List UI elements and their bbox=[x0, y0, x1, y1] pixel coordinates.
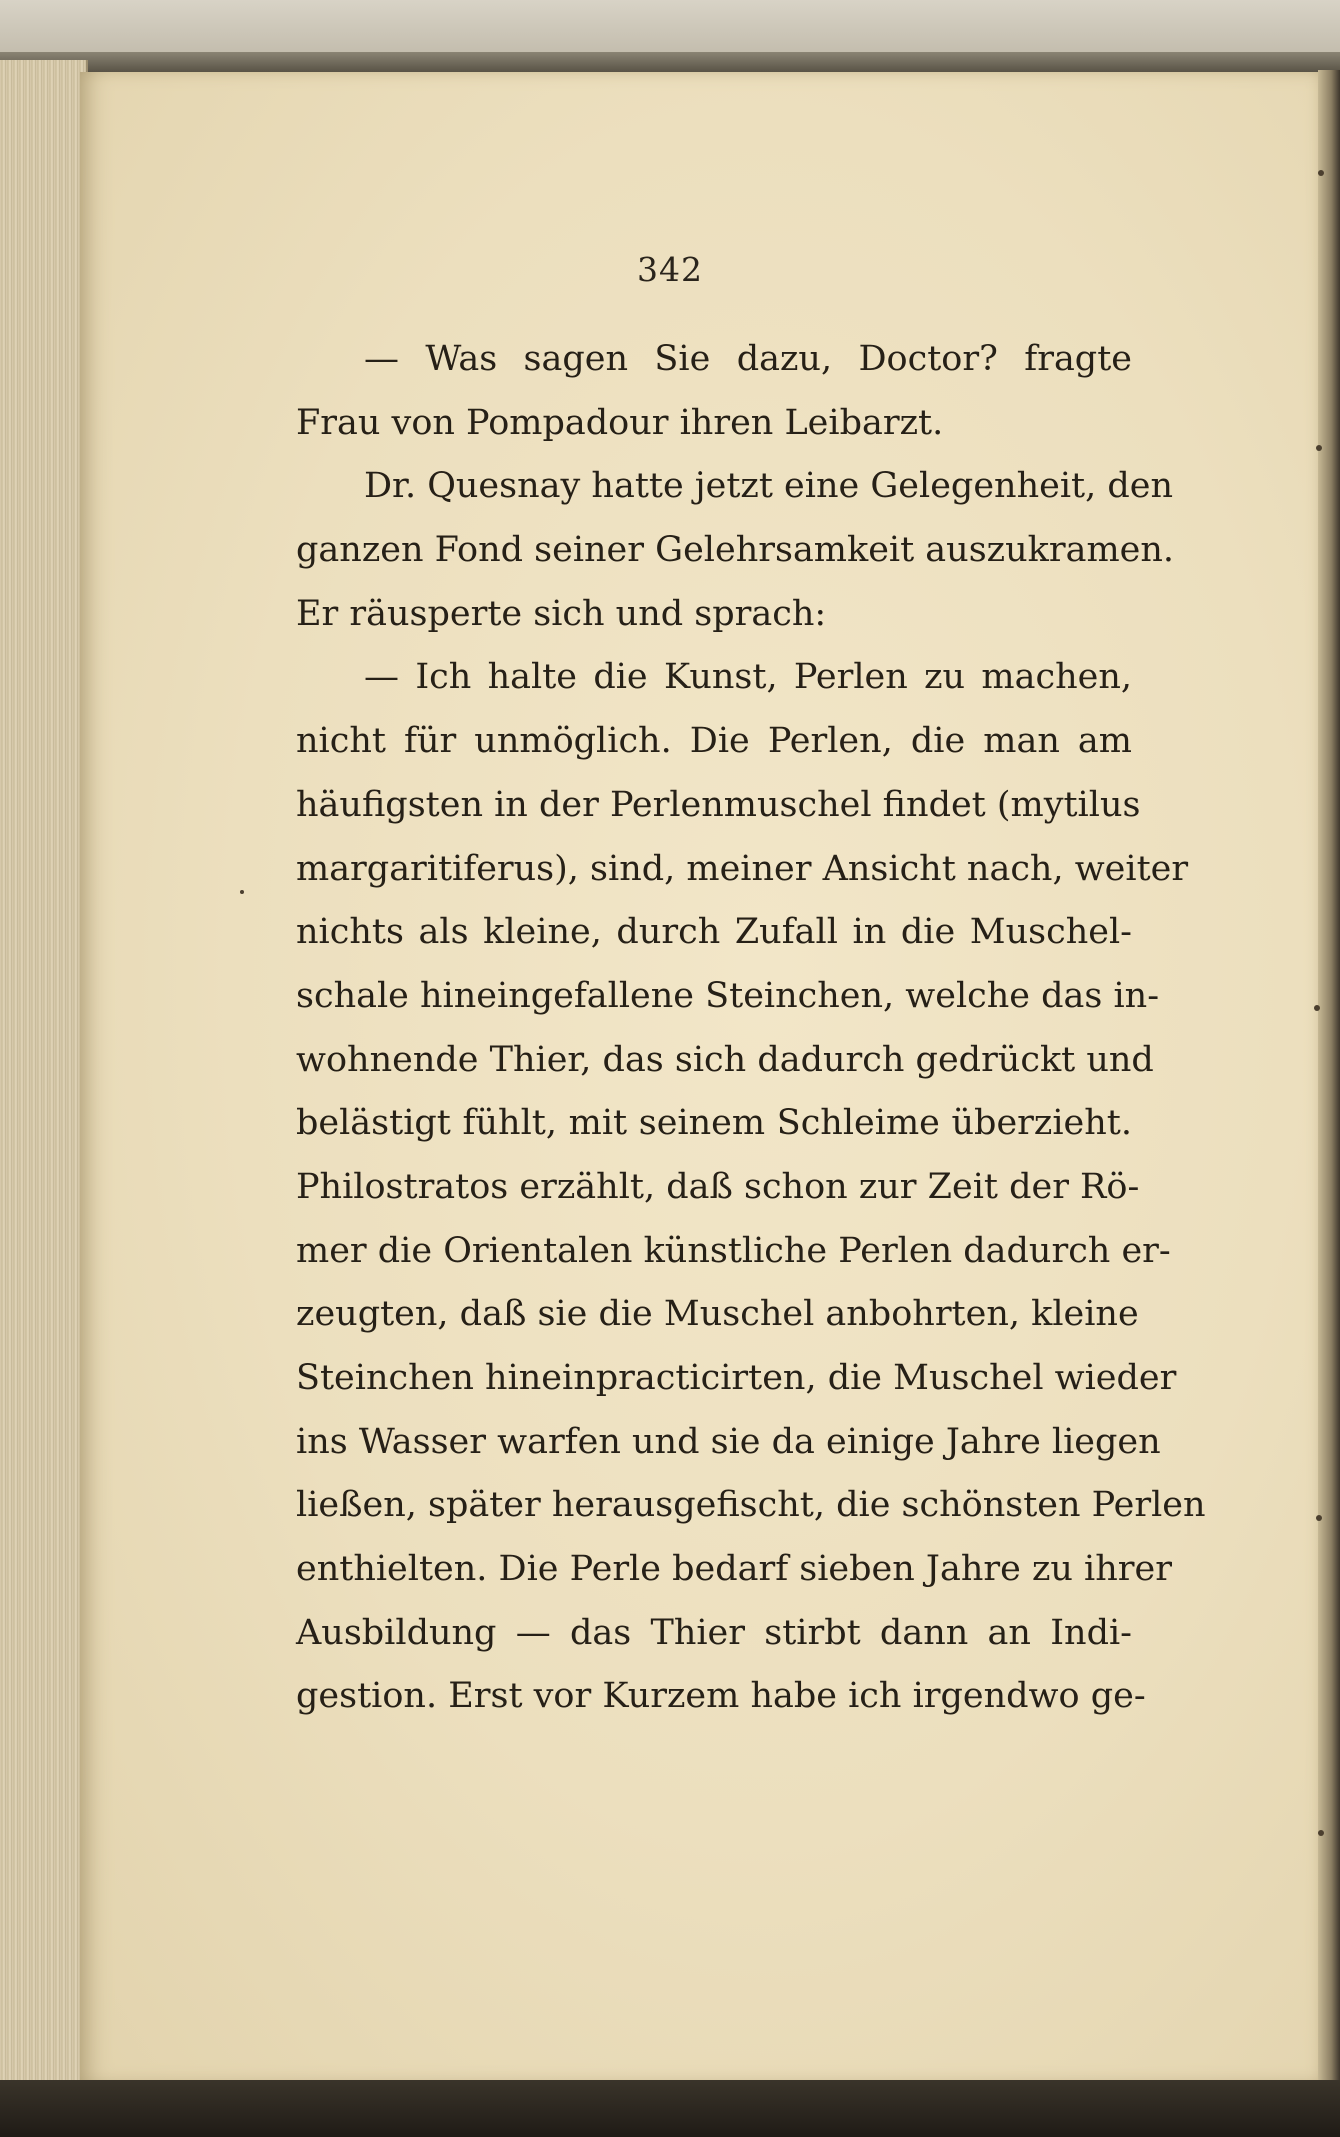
text-line: margaritiferus), sind, meiner Ansicht nach, weiter bbox=[296, 848, 1189, 889]
text-line: enthielten. Die Perle bedarf sieben Jahre zu ihrer bbox=[296, 1549, 1172, 1590]
page-number: 342 bbox=[637, 250, 703, 289]
text-line: nicht für unmöglich. Die Perlen, die man am bbox=[296, 721, 1132, 762]
text-line: nichts als kleine, durch Zufall in die Muschel- bbox=[296, 912, 1132, 953]
text-line: Steinchen hineinpracticirten, die Muschel wieder bbox=[296, 1358, 1177, 1398]
foxing-speck bbox=[1316, 1515, 1322, 1521]
scan-bottom-edge bbox=[0, 2080, 1340, 2137]
foxing-speck bbox=[1316, 445, 1322, 451]
page-right-edge bbox=[1318, 70, 1340, 2090]
text-line: ganzen Fond seiner Gelehrsamkeit auszukramen. bbox=[296, 530, 1175, 571]
text-line: Ausbildung — das Thier stirbt dann an Indi- bbox=[296, 1612, 1132, 1653]
foxing-speck bbox=[1318, 170, 1324, 176]
text-line: ins Wasser warfen und sie da einige Jahre liegen bbox=[296, 1421, 1161, 1462]
text-line: häufigsten in der Perlenmuschel findet (mytilus bbox=[296, 784, 1141, 825]
text-line: — Ich halte die Kunst, Perlen zu machen, bbox=[364, 657, 1132, 698]
page-stack-edge bbox=[0, 60, 88, 2090]
text-line: Frau von Pompadour ihren Leibarzt. bbox=[296, 402, 944, 443]
foxing-speck bbox=[1318, 1830, 1324, 1836]
text-line: Philostratos erzählt, daß schon zur Zeit der Rö- bbox=[296, 1166, 1140, 1207]
text-line: — Was sagen Sie dazu, Doctor? fragte bbox=[364, 339, 1132, 379]
text-line: belästigt fühlt, mit seinem Schleime überzieht. bbox=[296, 1103, 1132, 1144]
text-line: ließen, später herausgefischt, die schönsten Perlen bbox=[296, 1485, 1206, 1526]
text-line: Dr. Quesnay hatte jetzt eine Gelegenheit, den bbox=[364, 466, 1173, 507]
text-line: Er räusperte sich und sprach: bbox=[296, 593, 827, 634]
text-line: zeugten, daß sie die Muschel anbohrten, kleine bbox=[296, 1294, 1139, 1335]
text-line: wohnende Thier, das sich dadurch gedrückt und bbox=[296, 1039, 1154, 1080]
body-text bbox=[296, 328, 1206, 1729]
text-line: schale hineingefallene Steinchen, welche das in- bbox=[296, 975, 1160, 1016]
foxing-speck bbox=[1314, 1005, 1320, 1011]
text-line: mer die Orientalen künstliche Perlen dadurch er- bbox=[296, 1230, 1171, 1271]
foxing-speck bbox=[240, 890, 244, 894]
text-line: gestion. Erst vor Kurzem habe ich irgendwo ge- bbox=[296, 1676, 1146, 1717]
